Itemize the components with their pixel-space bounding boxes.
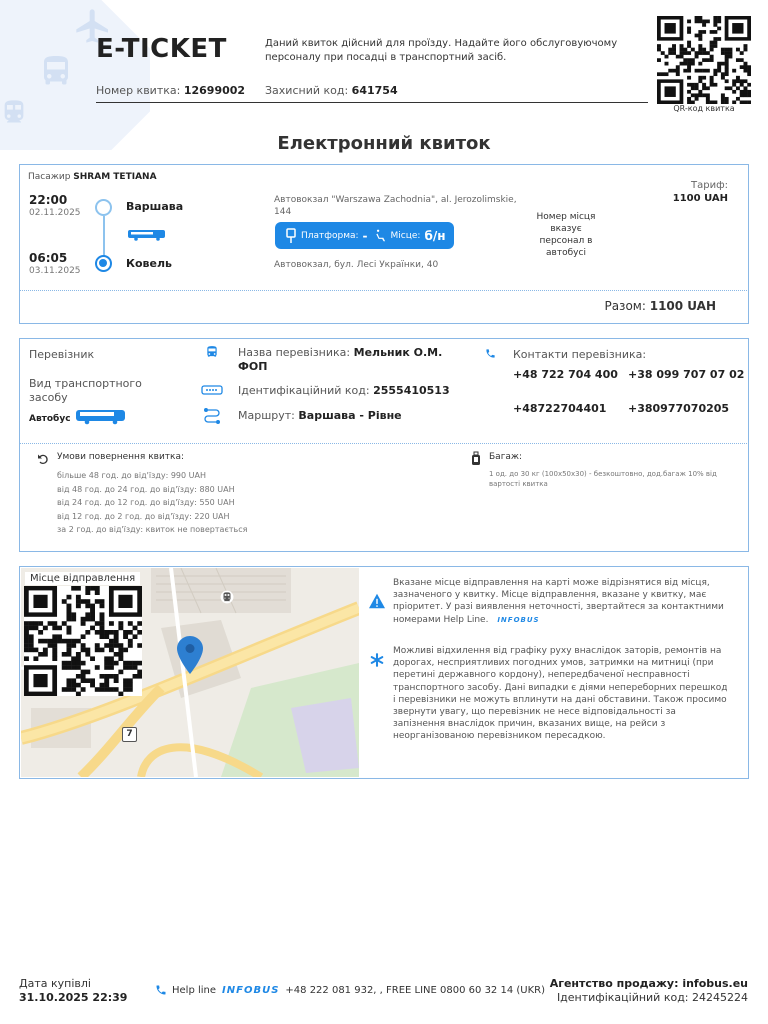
refund-rule: за 2 год. до від'їзду: квиток не повертається — [57, 525, 248, 534]
baggage-icon — [471, 451, 481, 467]
seat-icon — [374, 229, 388, 243]
carrier-label: Перевізник — [29, 348, 95, 361]
departure-point-icon — [95, 199, 112, 216]
schedule-deviation-note: Можливі відхилення від графіку руху внаслідок заторів, ремонтів на дорогах, несприятливих погодних умов, затримки на митниці (при перетині державного кордону), непередбаченої несправності транспортного засобу. Дані випадки є діями непереборних перешкод і перевізники не можуть вплинути на дані обставини. Також просимо звернути увагу, що перевізник не несе відповідальності за запізнення внаслідок причин, вказаних вище, на рейси з неорганізованою перевізником пересадкою. — [393, 646, 728, 742]
warning-icon — [368, 593, 386, 609]
departure-location-card — [19, 566, 749, 779]
map-pin-icon — [177, 636, 203, 674]
platform-label: Платформа: — [301, 230, 359, 241]
carrier-card — [19, 338, 749, 552]
ticket-validity-description: Даний квиток дійсний для проїзду. Надайте його обслуговуючому персоналу при посадці в транспортний засіб. — [265, 38, 618, 63]
refund-icon — [37, 453, 49, 465]
baggage-text: 1 од. до 30 кг (100x50x30) - безкоштовно, дод.багаж 10% від вартості квитка — [489, 470, 717, 488]
bus-side-icon — [75, 409, 127, 425]
transport-type-label: Вид транспортного засобу — [29, 377, 142, 404]
corner-decoration — [0, 0, 150, 150]
platform-icon — [285, 228, 297, 244]
contacts-label: Контакти перевізника: — [513, 348, 647, 361]
carrier-id — [238, 384, 450, 398]
ticket-number — [96, 84, 245, 97]
road-number-badge: 7 — [122, 727, 137, 742]
agency-id: Ідентифікаційний код: 24245224 — [556, 991, 748, 1004]
seat-note: Номер місця вказує персонал в автобусі — [536, 212, 596, 258]
page-title: Електронний квиток — [277, 133, 491, 154]
carrier-id-value: 2555410513 — [373, 384, 450, 397]
route-icon — [203, 407, 221, 425]
total-value: 1100 UAH — [649, 299, 716, 313]
route-line — [103, 216, 105, 256]
purchase-date: 31.10.2025 22:39 — [19, 991, 128, 1004]
departure-time: 22:00 — [29, 193, 68, 207]
route-value: Варшава - Рівне — [298, 409, 402, 422]
passenger — [28, 172, 157, 182]
departure-city: Варшава — [126, 200, 184, 213]
trip-divider — [20, 290, 747, 291]
passenger-name: SHRAM TETIANA — [73, 172, 157, 182]
tariff-label: Тариф: — [690, 180, 728, 191]
security-code-value: 641754 — [351, 84, 398, 97]
refund-rule: від 24 год. до 12 год. до від'їзду: 550 UAH — [57, 498, 235, 507]
carrier-phone-1[interactable]: +48 722 704 400 — [513, 368, 618, 381]
trip-details-card — [19, 164, 749, 324]
arrival-point-icon — [95, 255, 112, 272]
train-station-icon — [220, 590, 234, 604]
route — [238, 409, 402, 423]
total — [604, 299, 716, 313]
map-accuracy-text: Вказане місце відправлення на карті може відрізнятися від місця, зазначеного у квитку. Місце відправлення, вказане у квитку, має пріоритет. У разі виявлення неточності, звертайтеся за контактними номерами Help Line. — [393, 578, 724, 625]
ticket-number-value: 12699002 — [183, 84, 246, 97]
helpline — [155, 984, 545, 996]
sales-agency[interactable]: Агентство продажу: infobus.eu — [549, 977, 748, 990]
qr-code-label: QR-код квитка — [673, 104, 735, 113]
baggage-title: Багаж: — [489, 452, 523, 462]
security-code-label: Захисний код: — [265, 84, 349, 97]
infobus-logo: INFOBUS — [497, 615, 540, 624]
helpline-label: Help line — [172, 984, 217, 996]
helpline-numbers[interactable]: +48 222 081 932, , FREE LINE 0800 60 32 14 (UKR) — [285, 984, 546, 996]
departure-qr-code — [24, 586, 142, 696]
carrier-id-label: Ідентифікаційний код: — [238, 384, 370, 397]
transport-type-value: Автобус — [29, 414, 71, 424]
ticket-qr-code — [657, 16, 751, 104]
refund-rule: від 12 год. до 2 год. до від'їзду: 220 UAH — [57, 511, 230, 521]
departure-address: Автовокзал "Warszawa Zachodnia", al. Jerozolimskie, 144 — [274, 195, 517, 217]
total-label: Разом: — [604, 299, 646, 313]
seat-label: Місце: — [390, 230, 421, 241]
map-label: Місце відправлення — [25, 572, 140, 585]
phone-icon — [155, 984, 167, 996]
carrier-phone-2[interactable]: +38 099 707 07 02 — [628, 368, 745, 381]
phone-icon — [485, 348, 496, 359]
arrival-date: 03.11.2025 — [29, 266, 81, 276]
asterisk-icon — [370, 653, 384, 667]
passenger-label: Пасажир — [28, 172, 71, 182]
map-accuracy-note — [393, 577, 728, 626]
eticket-title: E-TICKET — [96, 34, 227, 64]
id-card-icon — [201, 385, 223, 395]
refund-title: Умови повернення квитка: — [57, 452, 185, 462]
arrival-time: 06:05 — [29, 251, 68, 265]
seat-value: б/н — [424, 228, 446, 243]
bus-icon — [38, 48, 74, 94]
carrier-name — [238, 346, 458, 374]
purchase-date-label: Дата купівлі — [19, 977, 91, 990]
bus-side-icon — [127, 229, 167, 241]
security-code — [265, 84, 398, 97]
refund-rules — [57, 469, 247, 537]
carrier-phone-4[interactable]: +380977070205 — [628, 402, 730, 415]
platform-value: - — [362, 228, 368, 243]
departure-date: 02.11.2025 — [29, 208, 81, 218]
train-icon — [0, 94, 28, 130]
carrier-divider — [20, 443, 747, 444]
carrier-name-value: Мельник О.М. ФОП — [238, 346, 443, 373]
ticket-number-label: Номер квитка: — [96, 84, 181, 97]
route-label: Маршрут: — [238, 409, 295, 422]
arrival-address: Автовокзал, бул. Лесі Українки, 40 — [274, 260, 439, 270]
departure-map[interactable] — [21, 568, 359, 777]
header-divider — [96, 102, 648, 103]
tariff-value: 1100 UAH — [672, 193, 728, 204]
arrival-city: Ковель — [126, 257, 172, 270]
refund-rule: від 48 год. до 24 год. до від'їзду: 880 UAH — [57, 484, 235, 494]
platform-seat-badge — [275, 222, 454, 249]
carrier-phone-3[interactable]: +48722704401 — [513, 402, 607, 415]
bus-icon — [205, 345, 219, 359]
refund-rule: більше 48 год. до від'їзду: 990 UAH — [57, 471, 206, 480]
carrier-name-label: Назва перевізника: — [238, 346, 351, 359]
infobus-logo: INFOBUS — [222, 984, 280, 996]
